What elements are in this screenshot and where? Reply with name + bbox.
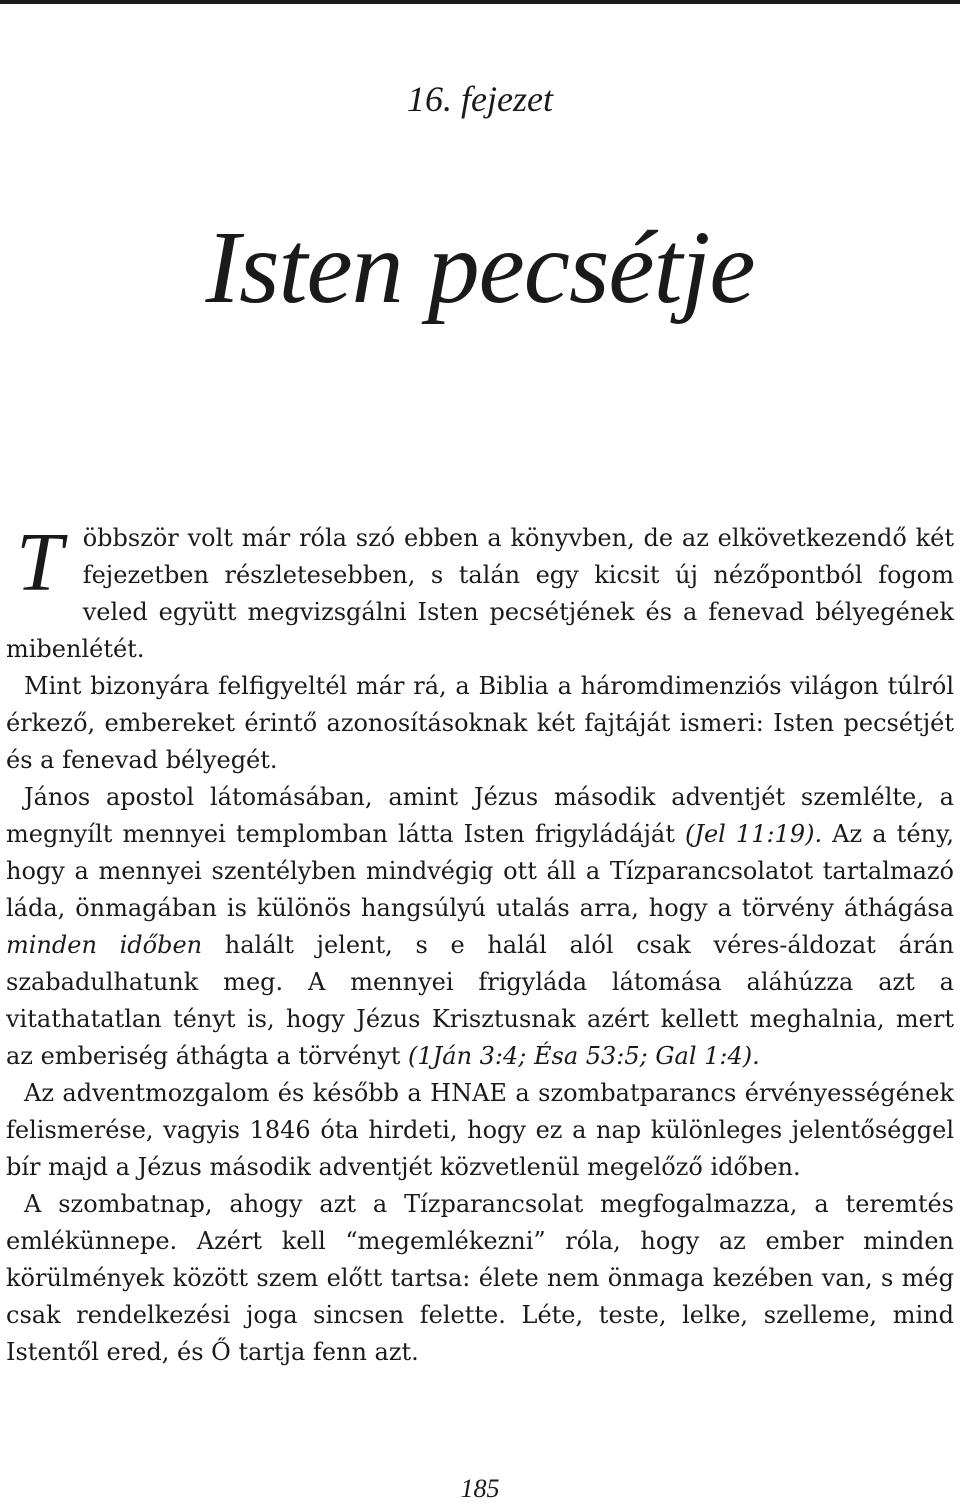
top-rule [0, 0, 960, 4]
paragraph-5: A szombatnap, ahogy azt a Tízparancsolat megfogalmazza, a teremtés emlékünnepe. Azért kell “megemlékezni” róla, hogy az ember minden körülmények között szem előtt tartsa: élete nem önmaga kezében van, s még csak rendelkezési joga sincsen felette. Léte, teste, lelke, szelleme, mind Istentől ered, és Ő tartja fenn azt. [6, 1190, 954, 1366]
paragraph-1-text: öbbször volt már róla szó ebben a könyvben, de az elkövetkezendő két fejezetben részletesebben, s talán egy kicsit új nézőpontból fogom veled együtt megvizsgálni Isten pecsétjének és a fenevad bélyegének mibenlétét. [6, 524, 954, 663]
paragraph-3 [6, 779, 954, 1075]
body-text [6, 516, 954, 1371]
page-number: 185 [460, 1474, 500, 1503]
chapter-label: 16. fejezet [407, 79, 553, 119]
paragraph-3-text-b: Az a tény, hogy a mennyei szentélyben mindvégig ott áll a Tízparancsolatot tartalmazó láda, önmagában is különös hangsúlyú utalás arra, hogy a törvény áthágása [6, 820, 954, 922]
scripture-reference: (Jel 11:19). [684, 820, 823, 848]
scripture-reference: (1Ján 3:4; Ésa 53:5; Gal 1:4). [408, 1042, 760, 1070]
emphasis: minden időben [6, 931, 203, 959]
paragraph-4: Az adventmozgalom és később a HNAE a szombatparancs érvényességének felismerése, vagyis 1846 óta hirdeti, hogy ez a nap különleges jelentőséggel bír majd a Jézus második adventjét közvetlenül megelőző időben. [6, 1079, 954, 1181]
paragraph-2: Mint bizonyára felfigyeltél már rá, a Biblia a háromdimenziós világon túlról érkező, embereket érintő azonosításoknak két fajtáját ismeri: Isten pecsétjét és a fenevad bélyegét. [6, 672, 954, 774]
paragraph-1 [6, 516, 954, 668]
paragraph-3-text-a: János apostol látomásában, amint Jézus második adventjét szemlélte, a megnyílt mennyei templomban látta Isten frigyládáját [6, 783, 954, 848]
drop-cap: T [16, 516, 63, 609]
chapter-title: Isten pecsétje [205, 210, 755, 325]
paragraph-3-text-c: halált jelent, s e halál alól csak véres-áldozat árán szabadulhatunk meg. A mennyei frigyláda látomása aláhúzza azt a vitathatatlan tényt is, hogy Jézus Krisztusnak azért kellett meghalnia, mert az emberiség áthágta a törvényt [6, 931, 954, 1070]
